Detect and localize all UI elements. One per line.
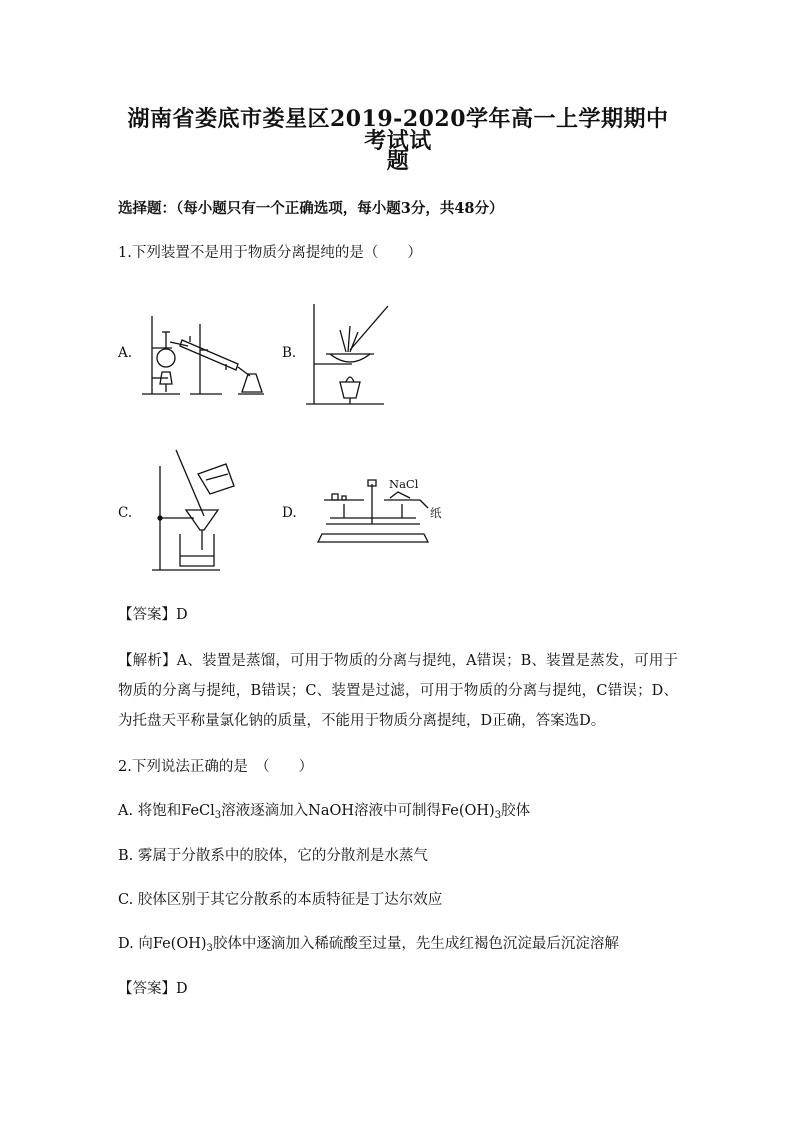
paper-label: 纸 xyxy=(430,506,442,520)
document-title-line-2: 题 xyxy=(386,148,410,174)
option-d-label: D. xyxy=(282,505,297,521)
document-title-line-1: 湖南省娄底市娄星区2019-2020学年高一上学期期中考试试 xyxy=(127,106,669,154)
option-a-label: A. xyxy=(118,345,133,361)
subscript: 3 xyxy=(214,810,222,821)
question-2-option-c: C. 胶体区别于其它分散系的本质特征是丁达尔效应 xyxy=(118,892,443,908)
nacl-label: NaCl xyxy=(389,477,419,491)
filtration-apparatus-figure xyxy=(146,446,240,576)
option-c-label: C. xyxy=(118,505,133,521)
question-1-stem: 1.下列装置不是用于物质分离提纯的是（ ） xyxy=(118,245,422,261)
distillation-apparatus-figure xyxy=(138,312,268,398)
option-d-text-part: 胶体中逐滴加入稀硫酸至过量，先生成红褐色沉淀最后沉淀溶解 xyxy=(212,936,619,952)
section-heading: 选择题：（每小题只有一个正确选项，每小题3分，共48分） xyxy=(118,200,504,217)
option-b-label: B. xyxy=(282,345,297,361)
question-1-answer: 【答案】D xyxy=(118,607,188,623)
balance-figure xyxy=(314,476,440,548)
option-a-text-part: 溶液逐滴加入NaOH溶液中可制得Fe(OH) xyxy=(221,803,495,819)
option-a-text-part: 胶体 xyxy=(501,803,531,819)
subscript: 3 xyxy=(206,943,213,954)
question-2-option-a xyxy=(118,804,678,819)
evaporation-apparatus-figure xyxy=(300,300,392,410)
question-2-option-d xyxy=(118,937,678,952)
question-1-analysis: 【解析】A、装置是蒸馏，可用于物质的分离与提纯，A错误；B、装置是蒸发，可用于物质的分离与提纯，B错误；C、装置是过滤，可用于物质的分离与提纯，C错误；D、为托盘天平称量氯化钠的质量，不能用于物质分离提纯，D正确，答案选D。 xyxy=(118,653,678,729)
question-2-answer: 【答案】D xyxy=(118,981,188,997)
subscript: 3 xyxy=(494,810,502,821)
option-a-text-part: A. 将饱和FeCl xyxy=(118,803,215,819)
option-d-text-part: D. 向Fe(OH) xyxy=(118,936,207,952)
question-2-stem: 2.下列说法正确的是 （ ） xyxy=(118,759,314,775)
question-2-option-b: B. 雾属于分散系中的胶体，它的分散剂是水蒸气 xyxy=(118,848,428,864)
